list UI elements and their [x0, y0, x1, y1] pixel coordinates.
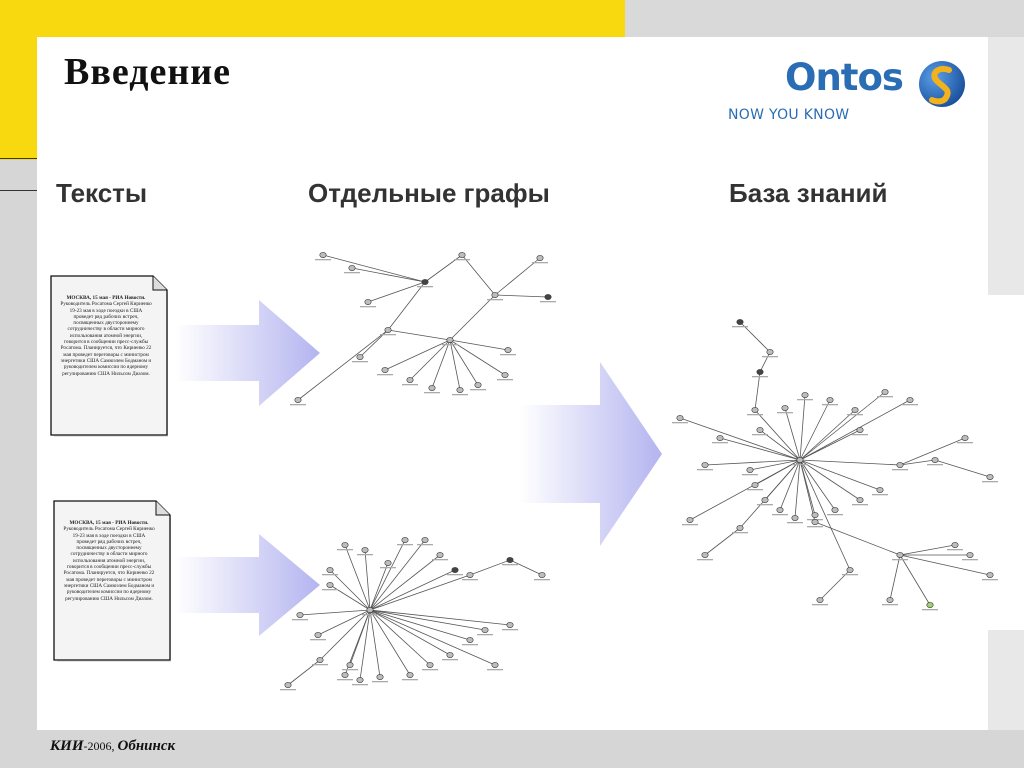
footer-caption — [50, 738, 175, 755]
graph-node-icon — [372, 674, 388, 682]
graph-edge — [495, 295, 548, 297]
graph-node-icon — [752, 427, 768, 435]
document-headline: МОСКВА, 15 мая - РИА Новости. — [66, 295, 146, 301]
graph-node-icon — [322, 582, 338, 590]
graph-node-icon — [417, 537, 433, 545]
graph-node-icon — [292, 612, 308, 620]
graph-node-icon — [352, 677, 368, 685]
graph-edge — [370, 610, 510, 625]
graph-edge — [900, 545, 955, 555]
graph-node-icon — [487, 662, 503, 670]
graph-node-icon — [732, 319, 748, 327]
document-body: Руководитель Росатома Сергей Кириенко 19-23 мая в ходе поездки в США проведет ряд рабочих встреч, посвященных двустороннему сотрудничеству в области мирного использования атомной энергии, говорится в сообщении пресс-службы Росатома. Планируется, что Кириенко 22 мая проведет переговоры с министром энергетики США Самюэлем Бодманом и руководителем комиссии по ядерному регулированию США Нильсом Диазом. — [63, 526, 155, 602]
document-body: Руководитель Росатома Сергей Кириенко 19-23 мая в ходе поездки в США проведет ряд рабочих встреч, посвященных двустороннему сотрудничеству в области мирного использования атомной энергии, говорится в сообщении пресс-службы Росатома. Планируется, что Кириенко 22 мая проведет переговоры с министром энергетики США Самюэлем Бодманом и руководителем комиссии по ядерному регулированию США Нильсом Диазом. — [60, 301, 152, 377]
graph-edge — [795, 460, 800, 518]
document-text — [63, 520, 155, 602]
column-heading-graphs: Отдельные графы — [308, 178, 550, 208]
graph-node-icon — [812, 597, 828, 605]
graph-node-icon — [447, 567, 463, 575]
graph-node-icon — [442, 652, 458, 660]
graph-edge — [900, 555, 990, 575]
graph-edge — [470, 560, 510, 575]
graph-edge — [800, 392, 885, 460]
top-grey-band — [625, 0, 1024, 38]
graph-node-icon — [424, 385, 440, 393]
graph-node-icon — [290, 397, 306, 405]
graph-edge — [410, 340, 450, 380]
graph-edge — [900, 555, 930, 605]
graph-edge — [388, 282, 425, 330]
graph-node-icon — [357, 547, 373, 555]
graph-node-icon — [352, 354, 368, 362]
graph-node-icon — [342, 662, 358, 670]
graph-edge — [800, 410, 855, 460]
graph-node-icon — [672, 415, 688, 423]
graph-node-icon — [377, 367, 393, 375]
graph-edge — [370, 540, 425, 610]
graph-node-icon — [697, 462, 713, 470]
document-headline: МОСКВА, 15 мая - РИА Новости. — [69, 520, 149, 526]
graph-node-icon — [902, 397, 918, 405]
graph-node-icon — [452, 387, 468, 395]
graph-edge — [323, 255, 425, 282]
graph-node-icon — [842, 567, 858, 575]
entity-graph — [290, 240, 580, 410]
graph-edge — [298, 330, 388, 400]
column-heading-knowledge-base: База знаний — [729, 178, 888, 208]
graph-node-icon — [322, 567, 338, 575]
graph-edge — [495, 258, 540, 295]
divider-line — [0, 158, 37, 159]
graph-node-icon — [454, 252, 470, 260]
graph-edge — [450, 340, 505, 375]
graph-edge — [755, 372, 760, 410]
graph-node-icon — [540, 294, 556, 302]
graph-node-icon — [532, 255, 548, 263]
graph-node-icon — [787, 515, 803, 523]
graph-node-icon — [502, 622, 518, 630]
graph-edge — [300, 610, 370, 615]
graph-node-icon — [310, 632, 326, 640]
graph-node-icon — [747, 482, 763, 490]
graph-node-icon — [757, 497, 773, 505]
divider-line — [0, 190, 37, 191]
graph-edge — [780, 460, 800, 510]
footer-year: -2006, — [83, 739, 118, 753]
graph-node-icon — [922, 602, 938, 610]
graph-node-icon — [500, 347, 516, 355]
graph-node-icon — [892, 462, 908, 470]
graph-edge — [760, 352, 770, 372]
graph-node-icon — [402, 672, 418, 680]
graph-edge — [360, 610, 370, 680]
page-title: Введение — [64, 51, 231, 93]
graph-edge — [800, 395, 805, 460]
graph-node-icon — [487, 292, 503, 300]
graph-node-icon — [697, 552, 713, 560]
graph-edge — [815, 522, 900, 555]
graph-node-icon — [807, 519, 823, 527]
graph-node-icon — [762, 349, 778, 357]
graph-node-icon — [280, 682, 296, 690]
graph-node-icon — [772, 507, 788, 515]
graph-node-icon — [402, 377, 418, 385]
graph-node-icon — [497, 372, 513, 380]
graph-edge — [450, 295, 495, 340]
graph-edge — [800, 460, 900, 465]
graph-edge — [935, 460, 990, 477]
graph-node-icon — [827, 507, 843, 515]
text-document — [50, 275, 167, 436]
graph-node-icon — [337, 542, 353, 550]
graph-node-icon — [397, 537, 413, 545]
graph-node-icon — [852, 427, 868, 435]
graph-edge — [890, 555, 900, 600]
graph-edge — [370, 610, 380, 677]
graph-edge — [330, 585, 370, 610]
graph-node-icon — [312, 657, 328, 665]
document-text — [60, 295, 152, 377]
graph-node-icon — [380, 560, 396, 568]
graph-edge — [370, 610, 495, 665]
graph-edge — [510, 560, 542, 575]
ontos-logo-icon — [918, 60, 966, 108]
graph-node-icon — [732, 525, 748, 533]
logo-wordmark: Ontos — [785, 56, 903, 99]
graph-node-icon — [462, 572, 478, 580]
graph-node-icon — [502, 557, 518, 565]
graph-node-icon — [380, 327, 396, 335]
footer-org: КИИ — [50, 738, 84, 754]
text-document — [53, 500, 170, 661]
graph-node-icon — [747, 407, 763, 415]
graph-edge — [450, 340, 508, 350]
graph-node-icon — [337, 672, 353, 680]
graph-node-icon — [470, 382, 486, 390]
graph-node-icon — [682, 517, 698, 525]
graph-node-icon — [962, 552, 978, 560]
graph-edge — [370, 610, 430, 665]
logo-tagline: NOW YOU KNOW — [728, 107, 850, 123]
graph-node-icon — [752, 369, 768, 377]
graph-edge — [800, 400, 830, 460]
graph-edge — [365, 550, 370, 610]
graph-edge — [320, 610, 370, 660]
graph-node-icon — [882, 597, 898, 605]
graph-edge — [800, 460, 835, 510]
graph-edge — [720, 438, 800, 460]
graph-node-icon — [957, 435, 973, 443]
graph-node-icon — [422, 662, 438, 670]
graph-edge — [462, 255, 495, 295]
graph-node-icon — [477, 627, 493, 635]
graph-node-icon — [432, 552, 448, 560]
graph-node-icon — [360, 299, 376, 307]
footer-city: Обнинск — [117, 738, 176, 754]
graph-edge — [388, 330, 450, 340]
entity-graph — [270, 515, 560, 695]
graph-edge — [370, 610, 410, 675]
graph-edge — [352, 268, 425, 282]
graph-node-icon — [822, 397, 838, 405]
graph-edge — [288, 660, 320, 685]
graph-node-icon — [534, 572, 550, 580]
graph-node-icon — [777, 405, 793, 413]
graph-edge — [800, 430, 860, 460]
column-heading-texts: Тексты — [56, 178, 148, 208]
graph-edge — [368, 282, 425, 302]
graph-node-icon — [877, 389, 893, 397]
graph-edge — [680, 418, 800, 460]
knowledge-base-graph — [660, 300, 1000, 630]
graph-node-icon — [872, 487, 888, 495]
graph-node-icon — [852, 497, 868, 505]
graph-node-icon — [797, 392, 813, 400]
